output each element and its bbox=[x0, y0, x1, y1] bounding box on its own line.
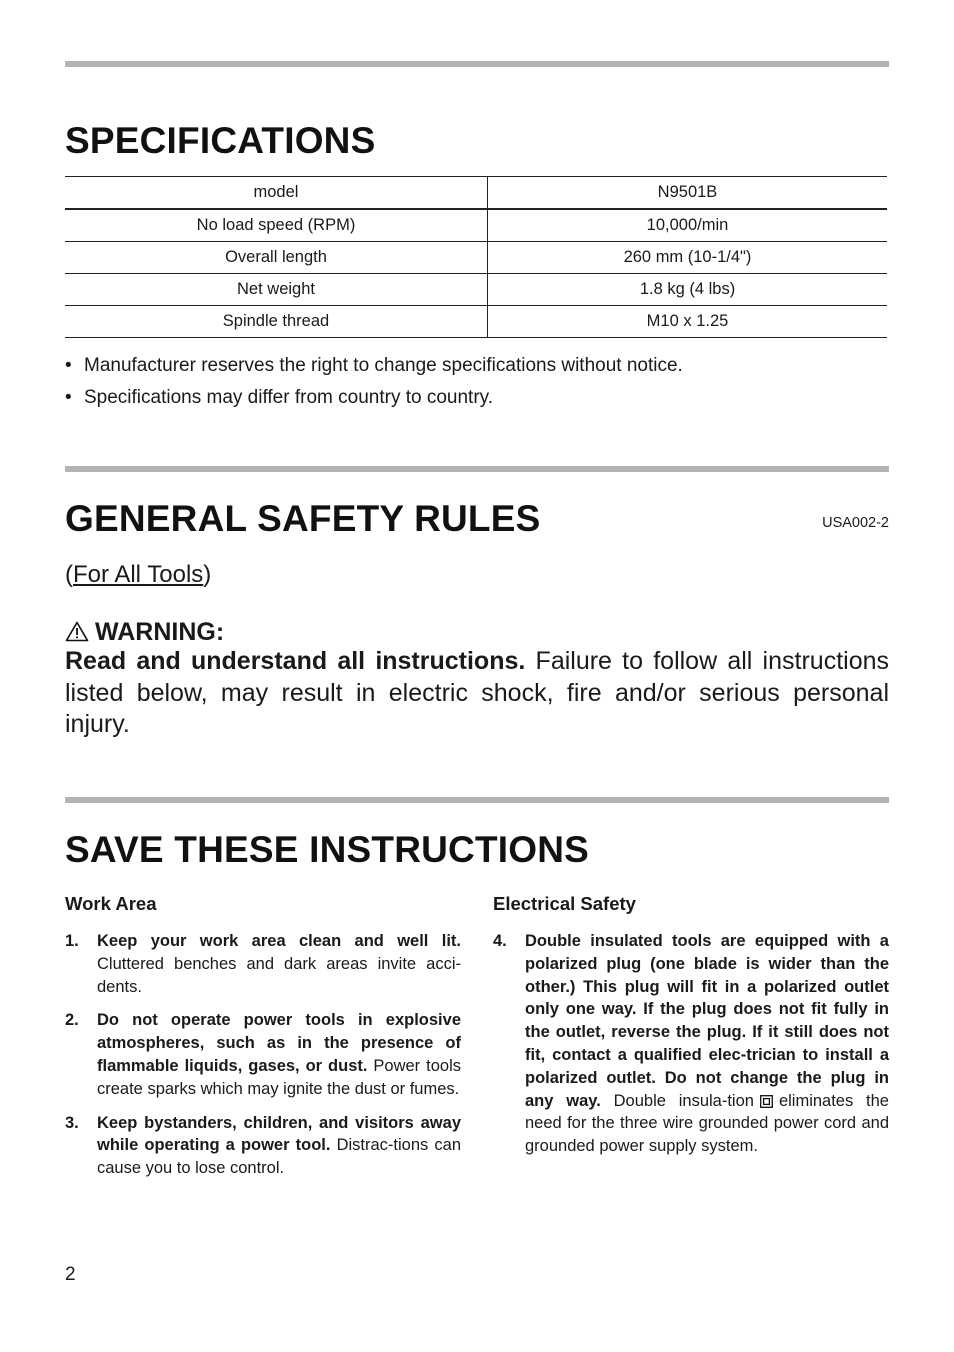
electrical-safety-column bbox=[493, 893, 889, 1169]
double-insulation-symbol-icon bbox=[760, 1095, 773, 1108]
table-row bbox=[65, 242, 887, 274]
spec-label-cell: Spindle thread bbox=[65, 306, 488, 338]
spec-label-cell: Net weight bbox=[65, 274, 488, 306]
specifications-table bbox=[65, 176, 887, 338]
spec-label-cell: model bbox=[65, 177, 488, 210]
warning-triangle-icon bbox=[65, 621, 89, 642]
section-rule-top bbox=[65, 61, 889, 67]
list-item: 3. Keep bystanders, children, and visitors away while operating a power tool. Distrac-tions can cause you to lose control. bbox=[65, 1113, 461, 1178]
electrical-safety-heading: Electrical Safety bbox=[493, 893, 636, 914]
note-item: • Specifications may differ from country to country. bbox=[65, 387, 494, 408]
warning-text: Read and understand all instructions. Failure to follow all instructions listed below, may result in electric shock, fire and/or serious personal injury. bbox=[65, 647, 889, 738]
for-all-tools-label: (For All Tools) bbox=[65, 561, 212, 588]
warning-heading: WARNING: bbox=[65, 618, 224, 647]
spec-label-cell: Overall length bbox=[65, 242, 488, 274]
spec-value-cell: N9501B bbox=[488, 177, 888, 210]
table-row bbox=[65, 177, 887, 210]
specification-notes bbox=[65, 354, 683, 418]
page-number: 2 bbox=[65, 1264, 76, 1285]
list-item: 1. Keep your work area clean and well lit. Cluttered benches and dark areas invite acci-dents. bbox=[65, 932, 461, 996]
list-item: 4. Double insulated tools are equipped with a polarized plug (one blade is wider than the other.) This plug will fit in a polarized outlet only one way. If the plug does not fit fully in the outlet, reverse the plug. If it still does not fit, contact a qualified elec-trician to install a polarized outlet. Do not change the plug in any way. Double insula-tion eliminates the need for the three wire grounded power cord and grounded power supply system. bbox=[493, 932, 889, 1156]
spec-value-cell: M10 x 1.25 bbox=[488, 306, 888, 338]
section-rule-safety bbox=[65, 466, 889, 472]
list-item: 2. Do not operate power tools in explosive atmospheres, such as in the presence of flammable liquids, gases, or dust. Power tools create sparks which may ignite the dust or fumes. bbox=[65, 1011, 461, 1098]
specifications-title: SPECIFICATIONS bbox=[65, 120, 376, 161]
note-item: • Manufacturer reserves the right to change specifications without notice. bbox=[65, 355, 683, 376]
document-code: USA002-2 bbox=[822, 515, 889, 531]
spec-value-cell: 260 mm (10-1/4") bbox=[488, 242, 888, 274]
table-row bbox=[65, 274, 887, 306]
spec-value-cell: 1.8 kg (4 lbs) bbox=[488, 274, 888, 306]
spec-value-cell: 10,000/min bbox=[488, 209, 888, 242]
spec-label-cell: No load speed (RPM) bbox=[65, 209, 488, 242]
work-area-column bbox=[65, 893, 461, 1191]
section-rule-save bbox=[65, 797, 889, 803]
save-instructions-title: SAVE THESE INSTRUCTIONS bbox=[65, 829, 590, 870]
general-safety-title: GENERAL SAFETY RULES bbox=[65, 498, 541, 539]
table-row bbox=[65, 306, 887, 338]
work-area-heading: Work Area bbox=[65, 893, 157, 914]
table-row bbox=[65, 209, 887, 242]
